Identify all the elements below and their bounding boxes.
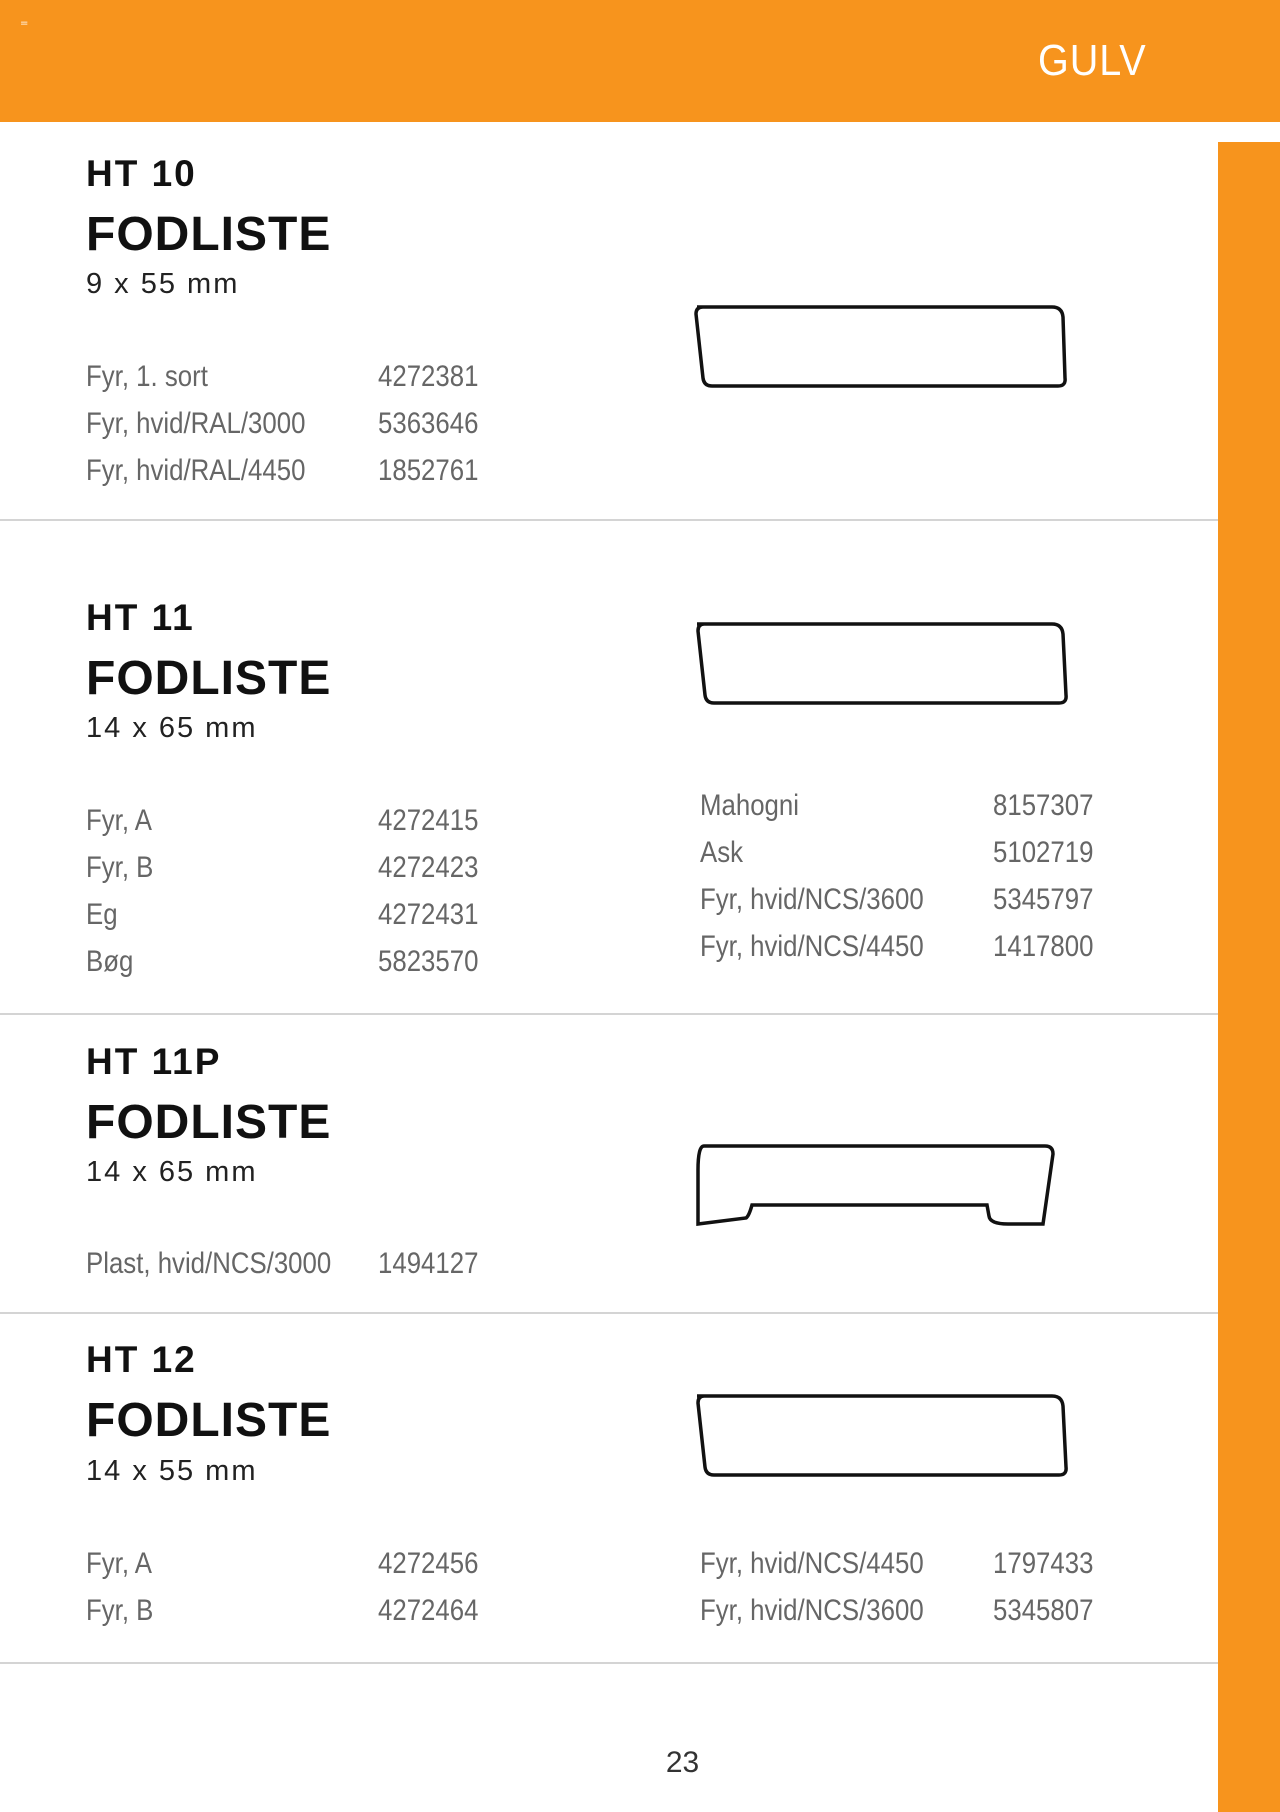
product-name: FODLISTE	[86, 652, 332, 705]
variant-label: Fyr, hvid/NCS/3600	[700, 883, 924, 916]
variant-label: Ask	[700, 836, 744, 869]
variant-number: 4272415	[378, 804, 479, 837]
variant-number: 5823570	[378, 945, 479, 978]
variant-label: Fyr, hvid/NCS/4450	[700, 1547, 924, 1580]
page-number: 23	[665, 1746, 700, 1779]
variant-label: Fyr, hvid/RAL/3000	[86, 407, 306, 440]
product-dimensions: 14 x 65 mm	[86, 712, 258, 744]
variant-label: Fyr, hvid/NCS/3600	[700, 1594, 924, 1627]
product-dimensions: 9 x 55 mm	[86, 268, 240, 300]
variant-label: Fyr, B	[86, 1594, 154, 1627]
section-divider	[0, 1662, 1218, 1664]
product-code: HT 10	[86, 153, 197, 194]
variant-number: 1852761	[378, 454, 479, 487]
variant-number: 5363646	[378, 407, 479, 440]
side-accent-bar	[1218, 142, 1280, 1812]
corner-mark: =	[20, 18, 29, 29]
variant-number: 4272431	[378, 898, 479, 931]
notched-profile-icon	[690, 1140, 1070, 1230]
variant-label: Fyr, A	[86, 804, 152, 837]
section-divider	[0, 1013, 1218, 1015]
variant-number: 1797433	[993, 1547, 1094, 1580]
section-divider	[0, 1312, 1218, 1314]
variant-number: 5345807	[993, 1594, 1094, 1627]
rectangular-profile-icon	[690, 300, 1070, 390]
variant-label: Fyr, hvid/NCS/4450	[700, 930, 924, 963]
variant-label: Fyr, A	[86, 1547, 152, 1580]
variant-number: 5345797	[993, 883, 1094, 916]
product-code: HT 12	[86, 1339, 197, 1380]
product-name: FODLISTE	[86, 1394, 332, 1447]
product-code: HT 11	[86, 597, 195, 638]
variant-label: Fyr, hvid/RAL/4450	[86, 454, 306, 487]
product-name: FODLISTE	[86, 1096, 332, 1149]
rectangular-profile-icon	[690, 1389, 1070, 1479]
variant-label: Mahogni	[700, 789, 799, 822]
variant-number: 4272456	[378, 1547, 479, 1580]
rectangular-profile-icon	[690, 617, 1070, 707]
variant-number: 1494127	[378, 1247, 479, 1280]
product-name: FODLISTE	[86, 208, 332, 261]
variant-label: Fyr, 1. sort	[86, 360, 208, 393]
product-dimensions: 14 x 65 mm	[86, 1156, 258, 1188]
section-title: GULV	[1038, 36, 1147, 85]
page-header	[0, 0, 1280, 122]
variant-number: 4272423	[378, 851, 479, 884]
variant-label: Plast, hvid/NCS/3000	[86, 1247, 332, 1280]
variant-label: Eg	[86, 898, 118, 931]
product-code: HT 11P	[86, 1041, 222, 1082]
variant-number: 8157307	[993, 789, 1094, 822]
variant-number: 5102719	[993, 836, 1094, 869]
variant-number: 4272381	[378, 360, 479, 393]
section-divider	[0, 519, 1218, 521]
variant-label: Fyr, B	[86, 851, 154, 884]
variant-number: 1417800	[993, 930, 1094, 963]
variant-number: 4272464	[378, 1594, 479, 1627]
product-dimensions: 14 x 55 mm	[86, 1455, 258, 1487]
variant-label: Bøg	[86, 945, 134, 978]
